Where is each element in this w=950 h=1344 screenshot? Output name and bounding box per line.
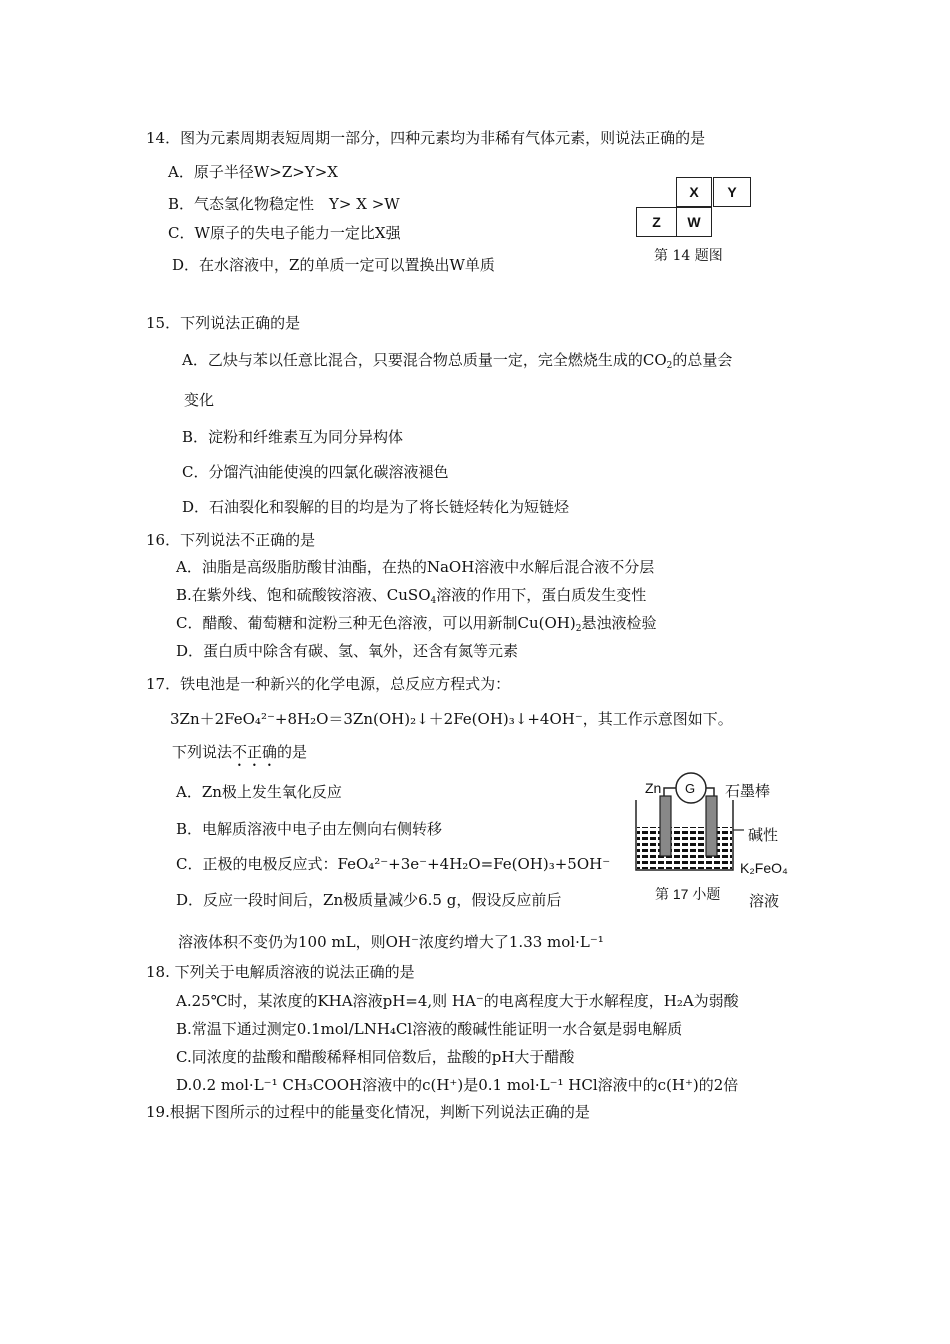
q14-option-c: C．W原子的失电子能力一定比X强	[168, 224, 401, 242]
q15-a-subscript: 2	[666, 361, 673, 371]
q17-figure-caption: 第 17 小题	[655, 886, 721, 902]
q16-option-d: D．蛋白质中除含有碳、氢、氧外，还含有氮等元素	[176, 642, 519, 660]
q16-option-b	[176, 585, 646, 611]
q14-option-b: B．气态氢化物稳定性 Y> X >W	[168, 195, 400, 213]
solution-label: 溶液	[749, 892, 780, 910]
q16-option-a: A．油脂是高级脂肪酸甘油酯，在热的NaOH溶液中水解后混合液不分层	[176, 558, 655, 576]
q16-c-subscript: 2	[575, 624, 582, 634]
q17-prompt-pre: 下列说法	[172, 743, 233, 761]
q16-b-part1: B.在紫外线、饱和硫酸铵溶液、CuSO	[176, 586, 431, 604]
q17-option-b: B．电解质溶液中电子由左侧向右侧转移	[176, 820, 443, 838]
q15-option-c: C．分馏汽油能使溴的四氯化碳溶液褪色	[182, 463, 449, 481]
k2feo4-label: K₂FeO₄	[740, 860, 788, 876]
q17-prompt	[172, 742, 307, 770]
q18-option-b: B.常温下通过测定0.1mol/LNH₄Cl溶液的酸碱性能证明一水合氨是弱电解质	[176, 1020, 683, 1038]
q17-prompt-post: 的是	[277, 743, 308, 761]
q17-option-d-continued: 溶液体积不变仍为100 mL，则OH⁻浓度约增大了1.33 mol·L⁻¹	[178, 933, 604, 951]
graphite-label: 石墨棒	[725, 782, 771, 800]
q18-option-d: D.0.2 mol·L⁻¹ CH₃COOH溶液中的c(H⁺)是0.1 mol·L⁻¹ HCl溶液中的c(H⁺)的2倍	[176, 1076, 739, 1094]
q16-stem: 16．下列说法不正确的是	[146, 531, 316, 549]
q16-b-part2: 溶液的作用下，蛋白质发生变性	[436, 586, 647, 604]
cell-z: Z	[636, 207, 677, 237]
q15-a-part2: 的总量会	[672, 351, 733, 369]
q17-equation: 3Zn＋2FeO₄²⁻+8H₂O＝3Zn(OH)₂↓＋2Fe(OH)₃↓+4OH⁻，其工作示意图如下。	[170, 710, 733, 728]
q15-option-a	[182, 350, 732, 376]
q16-option-c	[176, 613, 656, 639]
basic-label: 碱性	[748, 826, 779, 844]
q18-option-c: C.同浓度的盐酸和醋酸稀释相同倍数后，盐酸的pH大于醋酸	[176, 1048, 575, 1066]
q16-b-subscript: 4	[430, 596, 437, 606]
q15-option-b: B．淀粉和纤维素互为同分异构体	[182, 428, 404, 446]
galvanometer-label: G	[685, 781, 696, 796]
q16-c-part2: 悬浊液检验	[581, 614, 657, 632]
q16-c-part1: C．醋酸、葡萄糖和淀粉三种无色溶液，可以用新制Cu(OH)	[176, 614, 576, 632]
cell-x: X	[676, 177, 712, 207]
q15-option-d: D．石油裂化和裂解的目的均是为了将长链烃转化为短链烃	[182, 498, 570, 516]
q17-prompt-emphasis: 不正确	[232, 743, 278, 761]
q15-option-a-continued: 变化	[184, 391, 215, 409]
q14-option-a: A．原子半径W>Z>Y>X	[168, 163, 338, 181]
q17-option-d: D．反应一段时间后，Zn极质量减少6.5 g，假设反应前后	[176, 891, 562, 909]
q14-option-d: D．在水溶液中，Z的单质一定可以置换出W单质	[172, 256, 495, 274]
q19-stem: 19.根据下图所示的过程中的能量变化情况，判断下列说法正确的是	[146, 1103, 590, 1121]
q17-option-c: C．正极的电极反应式：FeO₄²⁻+3e⁻+4H₂O=Fe(OH)₃+5OH⁻	[176, 855, 611, 873]
q15-stem: 15．下列说法正确的是	[146, 314, 301, 332]
zn-label: Zn	[645, 780, 662, 796]
cell-y: Y	[713, 177, 751, 207]
q17-stem: 17．铁电池是一种新兴的化学电源，总反应方程式为：	[146, 675, 511, 693]
q17-option-a: A．Zn极上发生氧化反应	[176, 783, 342, 801]
q14-figure-caption: 第 14 题图	[654, 248, 723, 264]
q18-stem: 18. 下列关于电解质溶液的说法正确的是	[146, 963, 415, 981]
q15-a-part1: A．乙炔与苯以任意比混合，只要混合物总质量一定，完全燃烧生成的CO	[182, 351, 667, 369]
cell-w: W	[676, 207, 712, 237]
q14-stem: 14．图为元素周期表短周期一部分，四种元素均为非稀有气体元素，则说法正确的是	[146, 129, 706, 147]
q18-option-a: A.25℃时，某浓度的KHA溶液pH=4,则 HA⁻的电离程度大于水解程度，H₂A为弱酸	[176, 992, 739, 1010]
